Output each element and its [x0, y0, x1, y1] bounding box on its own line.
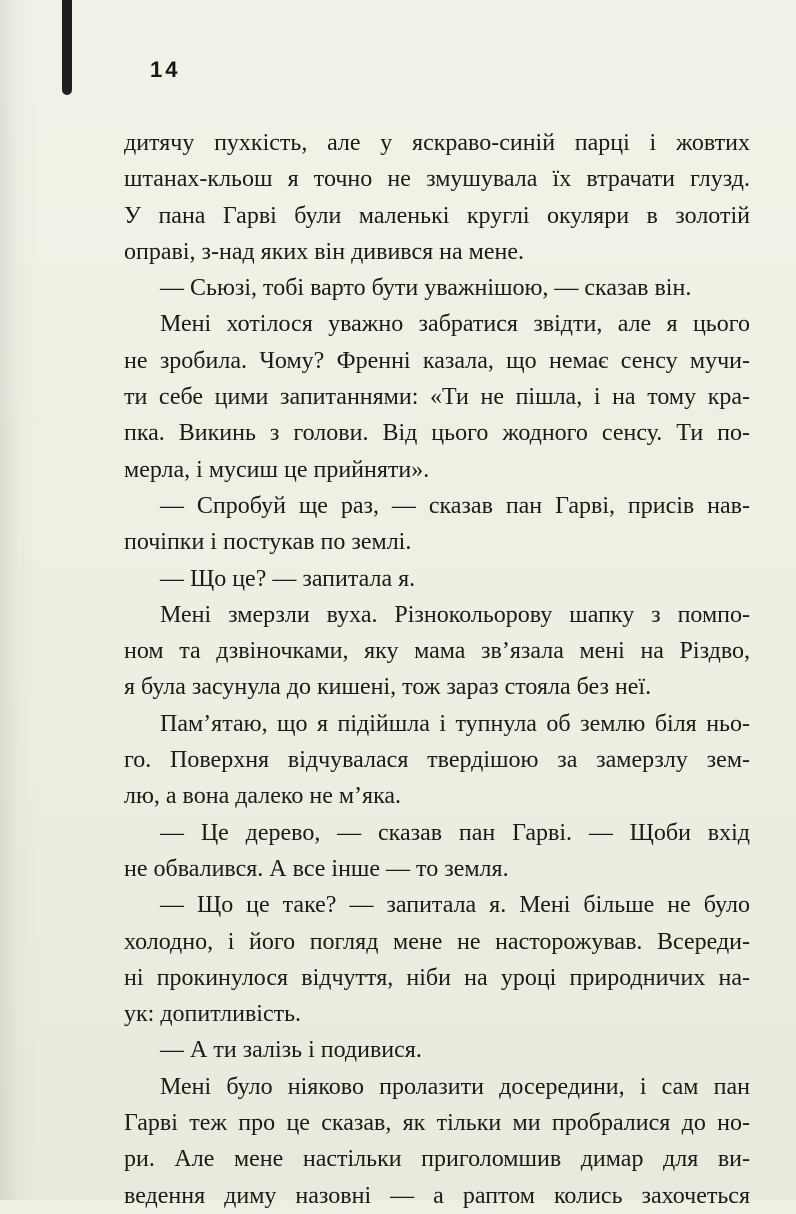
text-line: ном та дзвіночками, яку мама зв’язала мені на Різдво,: [124, 638, 750, 665]
text-line: Мені було ніяково пролазити досередини, і сам пан: [160, 1073, 750, 1100]
text-line: ти себе цими запитаннями: «Ти не пішла, і на тому кра-: [124, 384, 750, 411]
text-line: почіпки і постукав по землі.: [124, 529, 412, 556]
text-line: мерла, і мусиш це прийняти».: [124, 456, 430, 483]
text-line: ведення диму назовні — а раптом колись захочеться: [124, 1182, 750, 1209]
text-line: пка. Викинь з голови. Від цього жодного сенсу. Ти по-: [124, 420, 750, 447]
text-line: — Це дерево, — сказав пан Гарві. — Щоби вхід: [160, 819, 750, 846]
body-text: [124, 125, 750, 1214]
text-line: — Що це таке? — запитала я. Мені більше не було: [160, 892, 750, 919]
text-line: холодно, і його погляд мене не насторожував. Всереди-: [124, 928, 750, 955]
text-line: го. Поверхня відчувалася твердішою за замерзлу зем-: [124, 747, 750, 774]
text-line: штанах-кльош я точно не змушувала їх втрачати глузд.: [124, 166, 750, 193]
binding-shadow-mark: [62, 0, 72, 95]
text-line: — Спробуй ще раз, — сказав пан Гарві, присів нав-: [160, 492, 750, 519]
text-line: дитячу пухкість, але у яскраво-синій парці і жовтих: [124, 130, 750, 156]
page-number: 14: [150, 57, 181, 82]
text-line: Мені змерзли вуха. Різнокольорову шапку з помпо-: [160, 601, 750, 628]
text-line: ук: допитливість.: [124, 1001, 302, 1028]
text-line: оправі, з-над яких він дивився на мене.: [124, 238, 525, 265]
text-line: — Що це? — запитала я.: [160, 565, 416, 592]
text-line: — А ти залізь і подивися.: [160, 1037, 422, 1064]
text-line: — Сьюзі, тобі варто бути уважнішою, — сказав він.: [160, 275, 692, 302]
text-line: не обвалився. А все інше — то земля.: [124, 855, 509, 882]
text-line: лю, а вона далеко не м’яка.: [124, 783, 402, 810]
text-line: ри. Але мене настільки приголомшив димар для ви-: [124, 1146, 750, 1173]
text-line: Мені хотілося уважно забратися звідти, але я цього: [160, 311, 750, 338]
text-line: ні прокинулося відчуття, ніби на уроці природничих на-: [124, 964, 750, 991]
text-line: Пам’ятаю, що я підійшла і тупнула об землю біля ньо-: [160, 710, 750, 737]
text-line: я була засунула до кишені, тож зараз стояла без неї.: [124, 674, 652, 701]
text-line: не зробила. Чому? Френні казала, що немає сенсу мучи-: [124, 347, 750, 374]
text-line: Гарві теж про це сказав, як тільки ми пробралися до но-: [124, 1110, 750, 1137]
text-line: У пана Гарві були маленькі круглі окуляри в золотій: [124, 202, 750, 229]
